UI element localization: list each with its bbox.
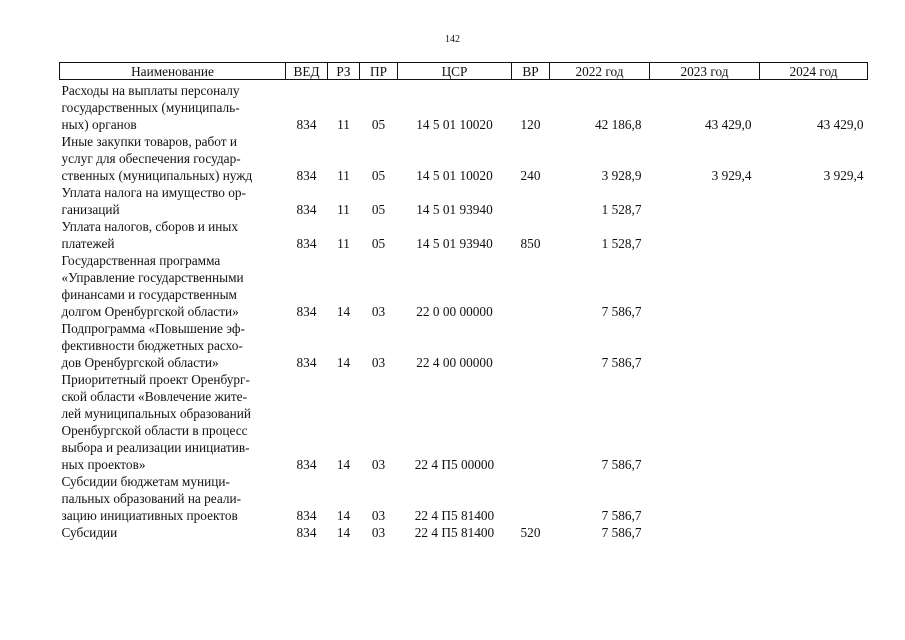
cell-name-line: Приоритетный проект Оренбург-: [61, 372, 250, 387]
cell-name-line: финансами и государственным: [61, 287, 237, 302]
cell-name-line: Расходы на выплаты персоналу: [61, 83, 240, 98]
cell-2022: 7 586,7: [601, 508, 642, 523]
cell-2023: [650, 252, 760, 320]
cell-name-line: услуг для обеспечения государ-: [61, 151, 241, 166]
cell-name-line: платежей: [61, 236, 115, 251]
page-number: 142: [445, 34, 460, 45]
cell-ved: 834: [296, 117, 317, 132]
cell-2023: [650, 184, 760, 218]
cell-2023: 43 429,0: [704, 117, 752, 132]
cell-name-line: Подпрограмма «Повышение эф-: [61, 321, 245, 336]
table-row: [60, 218, 868, 252]
cell-2023: [650, 371, 760, 473]
cell-pr: 05: [371, 236, 386, 251]
cell-name-line: дов Оренбургской области»: [61, 355, 219, 370]
cell-2022: 7 586,7: [601, 355, 642, 370]
cell-name-line: ганизаций: [61, 202, 120, 217]
cell-csr: 22 4 00 00000: [416, 355, 493, 370]
cell-2024: [760, 218, 868, 252]
header-2023: 2023 год: [650, 63, 760, 80]
cell-csr: 14 5 01 93940: [416, 236, 493, 251]
cell-csr: 14 5 01 93940: [416, 202, 493, 217]
cell-name: [60, 218, 286, 252]
header-2024: 2024 год: [760, 63, 868, 80]
cell-ved: 834: [296, 508, 317, 523]
cell-name: [60, 133, 286, 184]
cell-2022: 1 528,7: [601, 236, 642, 251]
cell-vr: [512, 320, 550, 371]
cell-rz: 14: [336, 525, 351, 540]
cell-2023: [650, 473, 760, 524]
cell-name: [60, 252, 286, 320]
cell-ved: 834: [296, 525, 317, 540]
cell-vr: 120: [520, 117, 541, 132]
cell-vr: 240: [520, 168, 541, 183]
cell-2023: [650, 524, 760, 541]
cell-vr: 520: [520, 525, 541, 540]
cell-rz: 14: [336, 355, 351, 370]
cell-rz: 14: [336, 304, 351, 319]
cell-name-line: Субсидии: [61, 525, 118, 540]
cell-name: [60, 371, 286, 473]
cell-pr: 05: [371, 168, 386, 183]
table-row: [60, 473, 868, 524]
table-body: [60, 80, 868, 542]
cell-pr: 05: [371, 202, 386, 217]
cell-rz: 14: [336, 457, 351, 472]
cell-2024: 3 929,4: [823, 168, 864, 183]
cell-name-line: «Управление государственными: [61, 270, 244, 285]
header-ved: ВЕД: [286, 63, 328, 80]
cell-2024: [760, 473, 868, 524]
cell-csr: 14 5 01 10020: [416, 117, 493, 132]
cell-name-line: долгом Оренбургской области»: [61, 304, 239, 319]
cell-pr: 05: [371, 117, 386, 132]
cell-csr: 22 4 П5 81400: [414, 508, 495, 523]
table-row: [60, 252, 868, 320]
cell-2023: 3 929,4: [711, 168, 752, 183]
cell-2024: [760, 524, 868, 541]
cell-ved: 834: [296, 168, 317, 183]
cell-rz: 14: [336, 508, 351, 523]
cell-ved: 834: [296, 202, 317, 217]
cell-2024: [760, 252, 868, 320]
cell-name-line: ных) органов: [61, 117, 137, 132]
header-2022: 2022 год: [550, 63, 650, 80]
cell-pr: 03: [371, 457, 386, 472]
cell-name-line: ской области «Вовлечение жите-: [61, 389, 248, 404]
cell-name-line: фективности бюджетных расхо-: [61, 338, 243, 353]
cell-csr: 22 4 П5 81400: [414, 525, 495, 540]
cell-csr: 22 0 00 00000: [416, 304, 493, 319]
cell-2022: 7 586,7: [601, 304, 642, 319]
cell-rz: 11: [337, 168, 350, 183]
cell-pr: 03: [371, 525, 386, 540]
cell-pr: 03: [371, 304, 386, 319]
cell-name-line: Уплата налогов, сборов и иных: [61, 219, 239, 234]
header-vr: ВР: [512, 63, 550, 80]
cell-name-line: лей муниципальных образований: [61, 406, 251, 421]
cell-vr: [512, 473, 550, 524]
cell-2024: 43 429,0: [816, 117, 864, 132]
cell-2022: 42 186,8: [594, 117, 642, 132]
cell-2024: [760, 320, 868, 371]
cell-ved: 834: [296, 355, 317, 370]
table-row: [60, 524, 868, 541]
cell-2023: [650, 218, 760, 252]
cell-2022: 1 528,7: [601, 202, 642, 217]
cell-pr: 03: [371, 355, 386, 370]
table-row: [60, 371, 868, 473]
cell-2022: 3 928,9: [601, 168, 642, 183]
cell-name-line: пальных образований на реали-: [61, 491, 242, 506]
cell-name-line: Субсидии бюджетам муници-: [61, 474, 230, 489]
header-name: Наименование: [60, 63, 286, 80]
header-rz: РЗ: [328, 63, 360, 80]
cell-vr: 850: [520, 236, 541, 251]
cell-2022: 7 586,7: [601, 457, 642, 472]
cell-ved: 834: [296, 304, 317, 319]
cell-name-line: ных проектов»: [61, 457, 146, 472]
cell-2024: [760, 184, 868, 218]
cell-name: [60, 184, 286, 218]
cell-name-line: ственных (муниципальных) нужд: [61, 168, 253, 183]
cell-name-line: выбора и реализации инициатив-: [61, 440, 250, 455]
cell-pr: 03: [371, 508, 386, 523]
cell-ved: 834: [296, 457, 317, 472]
cell-csr: 22 4 П5 00000: [414, 457, 495, 472]
cell-name-line: зацию инициативных проектов: [61, 508, 238, 523]
budget-table: [59, 62, 868, 541]
cell-rz: 11: [337, 117, 350, 132]
cell-vr: [512, 371, 550, 473]
cell-name: [60, 80, 286, 134]
table-header-row: [60, 63, 868, 80]
cell-ved: 834: [296, 236, 317, 251]
table-row: [60, 80, 868, 134]
cell-2024: [760, 371, 868, 473]
header-pr: ПР: [360, 63, 398, 80]
cell-name-line: Государственная программа: [61, 253, 221, 268]
cell-name-line: Иные закупки товаров, работ и: [61, 134, 238, 149]
cell-name: [60, 320, 286, 371]
cell-name-line: государственных (муниципаль-: [61, 100, 240, 115]
cell-name: [60, 473, 286, 524]
cell-csr: 14 5 01 10020: [416, 168, 493, 183]
cell-name: [60, 524, 286, 541]
cell-vr: [512, 184, 550, 218]
cell-name-line: Уплата налога на имущество ор-: [61, 185, 246, 200]
table-row: [60, 184, 868, 218]
table-row: [60, 133, 868, 184]
cell-2022: 7 586,7: [601, 525, 642, 540]
cell-rz: 11: [337, 236, 350, 251]
table-row: [60, 320, 868, 371]
cell-vr: [512, 252, 550, 320]
cell-rz: 11: [337, 202, 350, 217]
cell-name-line: Оренбургской области в процесс: [61, 423, 248, 438]
header-csr: ЦСР: [398, 63, 512, 80]
cell-2023: [650, 320, 760, 371]
